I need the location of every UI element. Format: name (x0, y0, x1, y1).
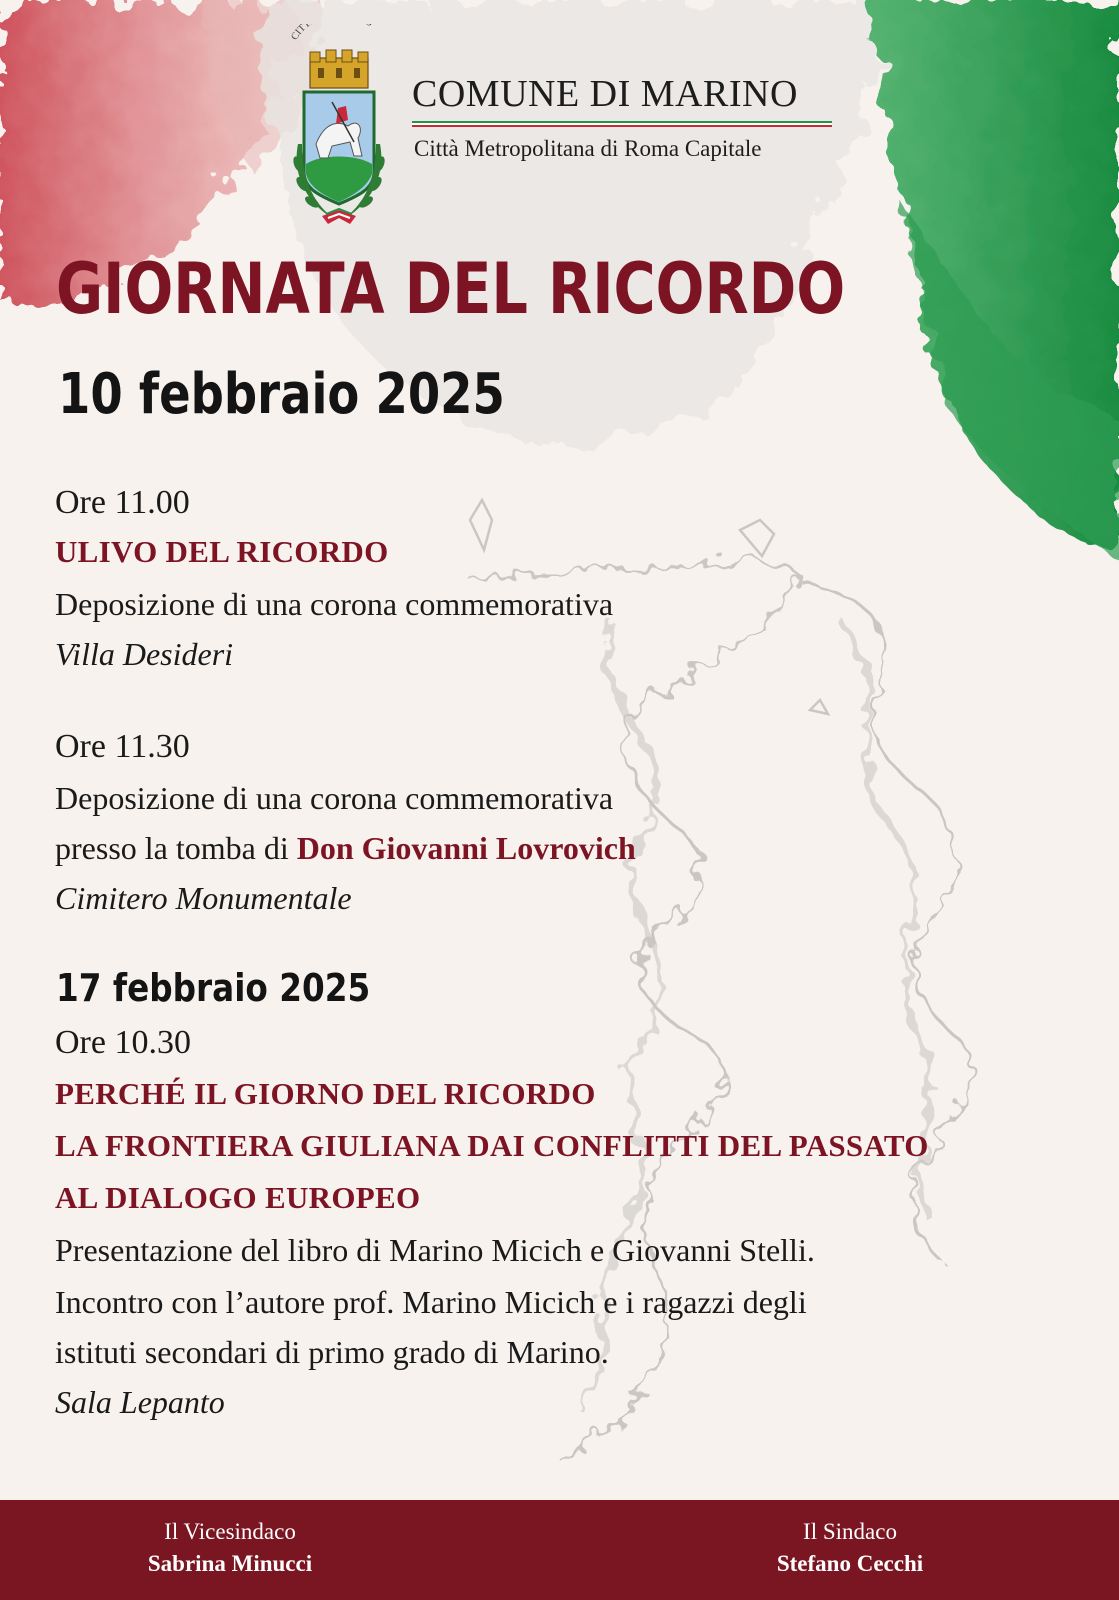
page-title: GIORNATA DEL RICORDO (56, 248, 846, 330)
vicesindaco-name: Sabrina Minucci (147, 1551, 313, 1576)
event3-title-line: AL DIALOGO EUROPEO (55, 1180, 421, 1215)
vicesindaco-role: Il Vicesindaco (164, 1519, 296, 1544)
event2-description: Deposizione di una corona commemorativa (55, 780, 614, 816)
event3-time: Ore 10.30 (55, 1024, 191, 1061)
event-date-2: 17 febbraio 2025 (56, 966, 371, 1010)
sindaco-signature (700, 1516, 1000, 1580)
green-brush-stroke (870, 0, 1119, 560)
tricolor-ribbon-icon (322, 209, 356, 224)
event2-desc2-prefix: presso la tomba di (55, 830, 297, 866)
event3-title-line: PERCHÉ IL GIORNO DEL RICORDO (55, 1076, 596, 1111)
event2-honoree: Don Giovanni Lovrovich (296, 830, 636, 866)
event1-title: ULIVO DEL RICORDO (55, 534, 389, 569)
event-date-1: 10 febbraio 2025 (58, 362, 505, 427)
event1-description: Deposizione di una corona commemorativa (55, 586, 614, 622)
event3-description-line: istituti secondari di primo grado di Marino. (55, 1334, 609, 1370)
event1-place: Villa Desideri (55, 636, 234, 672)
comune-subtitle: Città Metropolitana di Roma Capitale (414, 136, 762, 161)
crown-icon (310, 50, 368, 88)
event2-description-2 (55, 830, 636, 867)
municipal-crest (276, 24, 402, 230)
event1-time: Ore 11.00 (55, 484, 190, 521)
comune-name: COMUNE DI MARINO (412, 73, 798, 115)
sindaco-role: Il Sindaco (803, 1519, 897, 1544)
shield-icon (304, 92, 374, 204)
svg-text:CITTÀ DI MARINO: CITT (289, 24, 313, 43)
event2-time: Ore 11.30 (55, 728, 190, 765)
event3-description-line: Incontro con l’autore prof. Marino Micich e i ragazzi degli (55, 1284, 807, 1320)
event3-title-line: LA FRONTIERA GIULIANA DAI CONFLITTI DEL PASSATO (55, 1128, 929, 1163)
footer-bar (0, 1500, 1119, 1600)
sindaco-name: Stefano Cecchi (776, 1551, 924, 1576)
event2-place: Cimitero Monumentale (55, 880, 352, 916)
event3-description-line: Presentazione del libro di Marino Micich e Giovanni Stelli. (55, 1232, 815, 1268)
tricolor-divider (412, 121, 832, 127)
event3-place: Sala Lepanto (55, 1384, 225, 1420)
vicesindaco-signature (80, 1516, 380, 1580)
